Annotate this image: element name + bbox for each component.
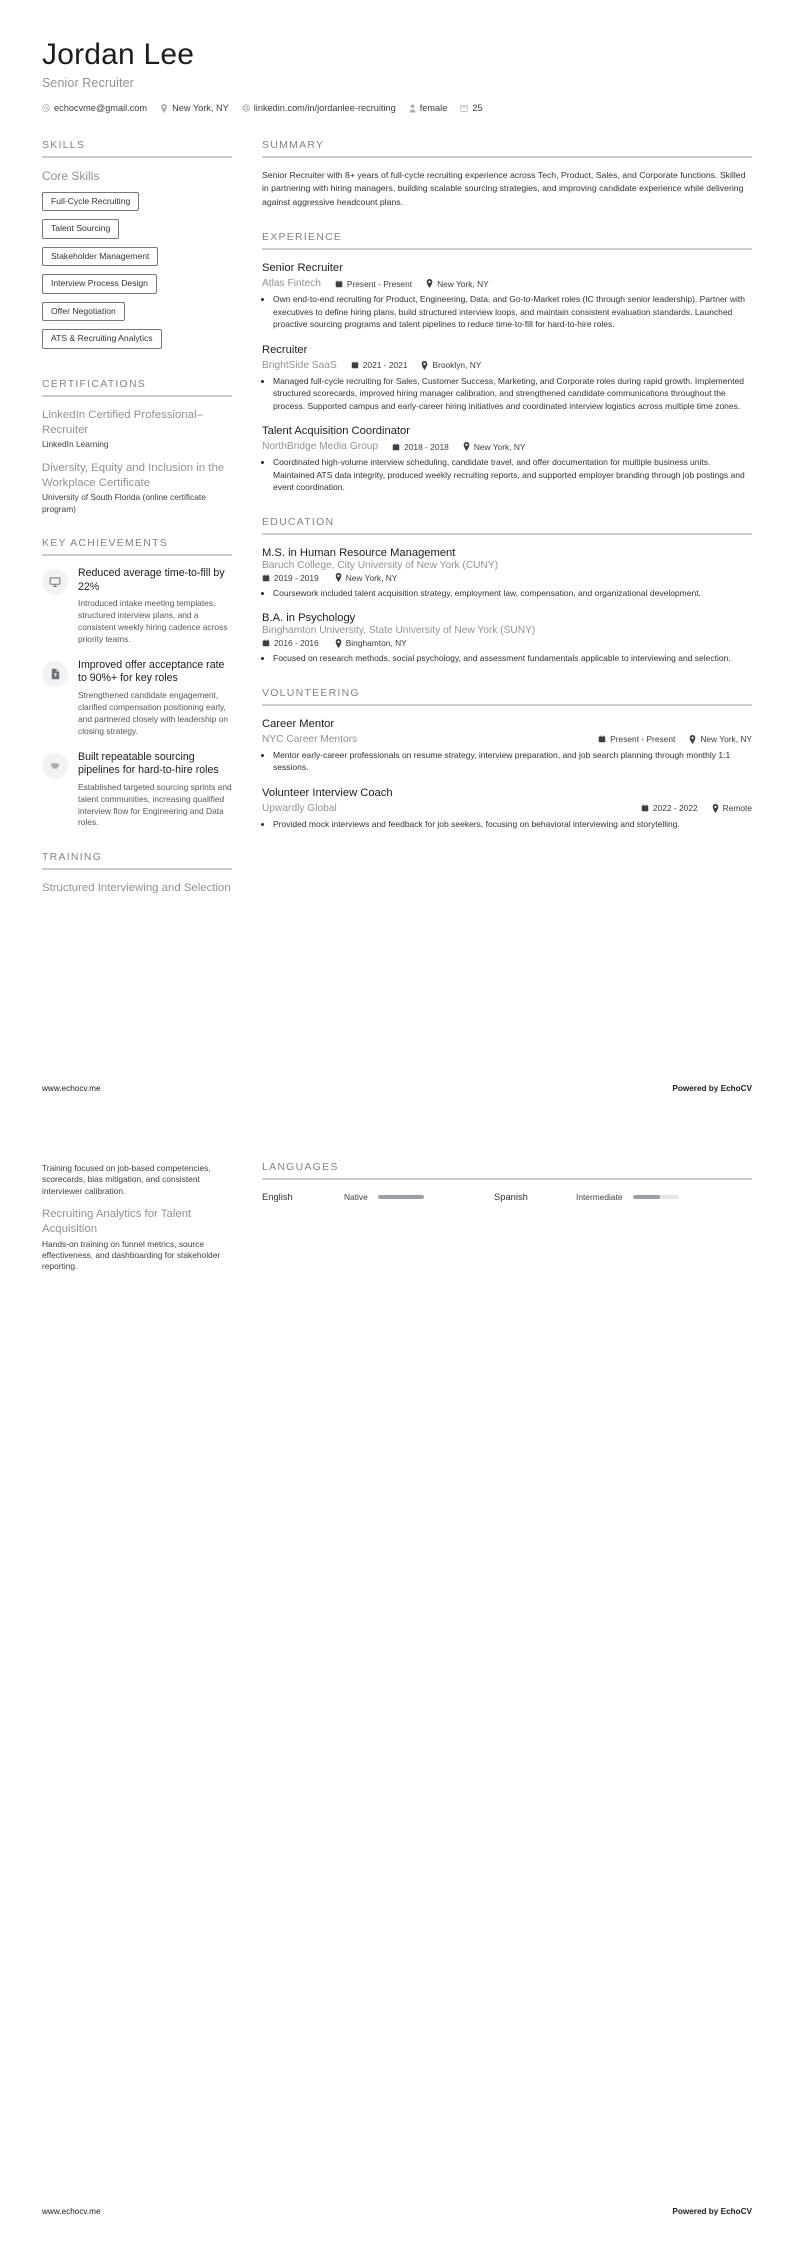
content-columns-page2	[42, 1161, 752, 1295]
volunteering-dates	[598, 734, 675, 744]
volunteering-location-text: Remote	[722, 803, 752, 814]
language-name: English	[262, 1191, 293, 1202]
education-dates	[262, 573, 319, 583]
achievement-description: Introduced intake meeting templates, structured interview plans, and a consistent weekly hiring cadence across priority teams.	[78, 598, 228, 644]
person-icon	[409, 104, 416, 113]
achievement-item	[42, 659, 232, 738]
volunteering-organization: NYC Career Mentors	[262, 733, 358, 745]
calendar-icon	[460, 104, 468, 112]
experience-bullets	[262, 375, 752, 412]
education-meta	[262, 638, 752, 648]
section-title-education: EDUCATION	[262, 515, 335, 528]
section-divider	[42, 395, 232, 397]
section-title-skills: SKILLS	[42, 139, 86, 151]
education-location	[335, 573, 398, 583]
experience-location-text: New York, NY	[437, 278, 489, 289]
volunteering-meta	[262, 803, 752, 814]
education-location	[335, 638, 407, 648]
experience-meta	[262, 278, 752, 289]
document-icon	[42, 661, 68, 687]
section-divider	[42, 156, 232, 158]
list-lines-icon	[42, 753, 68, 779]
main-column-page2	[262, 1161, 752, 1224]
resume-page-2	[0, 1123, 794, 2246]
section-summary	[262, 139, 752, 209]
achievement-item	[42, 567, 232, 646]
education-location-text: New York, NY	[345, 572, 398, 583]
volunteering-entry	[262, 786, 752, 830]
volunteering-bullets	[262, 818, 752, 830]
contact-location	[160, 103, 229, 113]
footer-powered-by: Powered by EchoCV	[672, 1084, 752, 1093]
training-title: Recruiting Analytics for Talent Acquisition	[42, 1208, 192, 1235]
candidate-name: Jordan Lee	[42, 38, 195, 71]
education-school: Baruch College, City University of New York (CUNY)	[262, 559, 499, 571]
experience-organization: NorthBridge Media Group	[262, 441, 379, 453]
achievement-description: Established targeted sourcing sprints and talent communities, increasing qualified interview flow for Engineering and Data roles.	[78, 781, 232, 828]
candidate-job-title: Senior Recruiter	[42, 76, 134, 90]
contact-gender-text: female	[419, 103, 448, 113]
language-level: Intermediate	[576, 1191, 623, 1202]
location-pin-icon	[160, 104, 168, 113]
experience-dates-text: Present - Present	[346, 278, 413, 289]
section-divider	[262, 1178, 752, 1180]
email-icon	[42, 104, 50, 112]
education-dates-text: 2019 - 2019	[274, 572, 319, 583]
experience-entry	[262, 343, 752, 412]
experience-title: Recruiter	[262, 343, 308, 356]
education-entry	[262, 611, 752, 664]
location-pin-icon	[689, 735, 696, 744]
skill-tag: Stakeholder Management	[42, 247, 158, 266]
section-divider	[262, 248, 752, 250]
certification-item	[42, 408, 232, 451]
section-skills	[42, 139, 232, 356]
location-pin-icon	[463, 442, 470, 451]
footer-website[interactable]: www.echocv.me	[42, 2207, 101, 2216]
contact-gender	[409, 103, 448, 113]
skill-tag: Interview Process Design	[42, 274, 157, 293]
contact-linkedin-text: linkedin.com/in/jordanlee-recruiting	[253, 103, 396, 113]
volunteering-dates-text: 2022 - 2022	[652, 803, 698, 814]
content-columns	[42, 139, 752, 918]
section-divider	[42, 554, 232, 556]
training-item	[42, 1163, 232, 1197]
volunteering-location	[712, 803, 752, 813]
experience-dates	[351, 360, 408, 370]
experience-location-text: Brooklyn, NY	[432, 360, 482, 371]
section-title-training: TRAINING	[42, 851, 103, 864]
section-title-volunteering: VOLUNTEERING	[262, 686, 360, 699]
location-pin-icon	[335, 639, 342, 648]
bullet: • Own end-to-end recruiting for Product, Engineering, Data, and Go-to-Market roles (IC through senior leadership). Partner with executives to define hiring plans, build structured interview loops, and maintain consistent evaluation standards. Launched proactive sourcing programs and talent pipelines to reduce time-to-fill for hard-to-hire roles.	[273, 293, 752, 330]
section-training	[42, 851, 232, 896]
location-pin-icon	[426, 279, 433, 288]
certification-issuer: LinkedIn Learning	[42, 439, 109, 450]
language-item	[494, 1191, 679, 1202]
training-description: Hands-on training on funnel metrics, source effectiveness, and dashboarding for stakeholder reporting.	[42, 1238, 221, 1272]
volunteering-organization: Upwardly Global	[262, 802, 337, 814]
bullet: • Managed full-cycle recruiting for Sales, Customer Success, Marketing, and Corporate roles during rapid growth. Implemented structured scorecards, improved hiring manager calibration, and strengthened candidate communications throughout the process. Supported campus and early-career hiring initiatives and coordinated interview logistics across multiple time zones.	[273, 375, 752, 412]
section-certifications	[42, 378, 232, 515]
section-volunteering	[262, 687, 752, 830]
experience-location-text: New York, NY	[473, 441, 526, 452]
training-title: Structured Interviewing and Selection	[42, 882, 231, 895]
section-title-certifications: CERTIFICATIONS	[42, 377, 147, 390]
achievement-description: Strengthened candidate engagement, clarified compensation positioning early, and partnered closely with leadership on closing strategy.	[78, 689, 228, 736]
experience-meta	[262, 441, 752, 452]
education-dates-text: 2016 - 2016	[274, 638, 319, 649]
volunteering-dates	[641, 803, 698, 813]
contact-age-text: 25	[472, 103, 483, 113]
experience-dates	[335, 279, 412, 289]
volunteering-bullets	[262, 749, 752, 774]
section-title-key-achievements: KEY ACHIEVEMENTS	[42, 537, 169, 550]
contact-email	[42, 103, 147, 113]
experience-organization: BrightSide SaaS	[262, 359, 337, 371]
contact-row	[42, 103, 752, 113]
education-entry	[262, 546, 752, 599]
main-column	[262, 139, 752, 852]
certification-title: LinkedIn Certified Professional–Recruiter	[42, 408, 203, 436]
section-languages	[262, 1161, 752, 1202]
calendar-icon	[335, 280, 343, 288]
calendar-icon	[392, 443, 400, 451]
contact-linkedin[interactable]	[242, 103, 396, 113]
training-item	[42, 881, 232, 896]
monitor-icon	[42, 569, 68, 595]
section-title-experience: EXPERIENCE	[262, 231, 343, 244]
footer-powered-by: Powered by EchoCV	[672, 2207, 752, 2216]
section-divider	[262, 704, 752, 706]
experience-bullets	[262, 456, 752, 493]
education-school: Binghamton University, State University of New York (SUNY)	[262, 625, 536, 637]
skill-tag: Full-Cycle Recruiting	[42, 192, 139, 211]
section-divider	[262, 156, 752, 158]
experience-title: Senior Recruiter	[262, 262, 343, 275]
education-degree: B.A. in Psychology	[262, 612, 356, 625]
calendar-icon	[262, 574, 270, 582]
section-experience	[262, 231, 752, 493]
experience-dates	[392, 442, 449, 452]
volunteering-meta	[262, 734, 752, 745]
education-bullets	[262, 587, 752, 599]
bullet: • Focused on research methods, social psychology, and assessment fundamentals applicable to interviewing and selection.	[273, 652, 752, 664]
skill-group-title: Core Skills	[42, 169, 100, 183]
calendar-icon	[351, 361, 359, 369]
education-meta	[262, 573, 752, 583]
certification-item	[42, 461, 232, 515]
section-divider	[42, 868, 232, 870]
education-degree: M.S. in Human Resource Management	[262, 546, 456, 559]
page-footer	[42, 1084, 752, 1093]
skill-tag-list	[42, 191, 232, 356]
volunteering-title: Volunteer Interview Coach	[262, 786, 393, 799]
contact-location-text: New York, NY	[172, 103, 229, 113]
section-title-summary: SUMMARY	[262, 139, 325, 151]
skill-tag: Offer Negotiation	[42, 302, 125, 321]
volunteering-title: Career Mentor	[262, 717, 335, 730]
volunteering-location	[689, 734, 752, 744]
education-dates	[262, 638, 319, 648]
calendar-icon	[641, 804, 649, 812]
section-training-continued	[42, 1163, 232, 1273]
bullet: • Provided mock interviews and feedback for job seekers, focusing on behavioral interviewing and storytelling.	[273, 818, 752, 830]
experience-entry	[262, 424, 752, 493]
achievement-title: Built repeatable sourcing pipelines for hard-to-hire roles	[78, 750, 219, 777]
certification-title: Diversity, Equity and Inclusion in the Workplace Certificate	[42, 461, 225, 489]
bullet: • Mentor early-career professionals on resume strategy, interview preparation, and job search planning through monthly 1:1 sessions.	[273, 749, 752, 774]
volunteering-entry	[262, 717, 752, 774]
sidebar-column	[42, 139, 232, 918]
sidebar-column-page2	[42, 1161, 232, 1295]
language-level-bar	[378, 1195, 424, 1199]
education-location-text: Binghamton, NY	[345, 638, 407, 649]
achievement-title: Improved offer acceptance rate to 90%+ for key roles	[78, 658, 225, 685]
training-item	[42, 1207, 232, 1273]
education-bullets	[262, 652, 752, 664]
bullet: • Coursework included talent acquisition strategy, employment law, compensation, and organizational development.	[273, 587, 752, 599]
achievement-item	[42, 751, 232, 830]
experience-location	[426, 279, 489, 289]
language-row	[262, 1191, 752, 1202]
contact-age	[460, 103, 482, 113]
language-item	[262, 1191, 494, 1202]
location-pin-icon	[335, 573, 342, 582]
achievement-title: Reduced average time-to-fill by 22%	[78, 567, 225, 593]
language-name: Spanish	[494, 1191, 528, 1202]
bullet: • Coordinated high-volume interview scheduling, candidate travel, and offer documentation for multiple business units. Maintained ATS data integrity, produced weekly recruiting reports, and supported employer branding through job postings and event coordination.	[273, 456, 752, 493]
language-level-bar	[633, 1195, 679, 1199]
summary-text: Senior Recruiter with 8+ years of full-cycle recruiting experience across Tech, Product, Sales, and Corporate functions. Skilled in partnering with hiring managers, building scalable sourcing strategies, and improving candidate experience while delivering against aggressive headcount plans.	[262, 170, 746, 207]
certification-issuer: University of South Florida (online certificate program)	[42, 492, 206, 514]
page-footer	[42, 2207, 752, 2216]
experience-meta	[262, 360, 752, 371]
section-key-achievements	[42, 537, 232, 829]
experience-dates-text: 2018 - 2018	[404, 441, 449, 452]
skill-tag: Talent Sourcing	[42, 219, 119, 238]
experience-location	[463, 442, 526, 452]
volunteering-location-text: New York, NY	[700, 734, 752, 745]
header	[42, 38, 752, 113]
experience-location	[421, 360, 481, 370]
globe-icon	[242, 104, 250, 112]
skill-tag: ATS & Recruiting Analytics	[42, 329, 162, 348]
language-level: Native	[344, 1191, 368, 1202]
footer-website[interactable]: www.echocv.me	[42, 1084, 101, 1093]
experience-bullets	[262, 293, 752, 330]
calendar-icon	[262, 639, 270, 647]
calendar-icon	[598, 735, 606, 743]
volunteering-dates-text: Present - Present	[610, 734, 676, 745]
section-divider	[262, 533, 752, 535]
training-description: Training focused on job-based competencies, scorecards, bias mitigation, and consistent interviewer calibration.	[42, 1163, 211, 1196]
contact-email-text: echocvme@gmail.com	[54, 103, 148, 113]
experience-entry	[262, 261, 752, 330]
experience-organization: Atlas Fintech	[262, 278, 321, 290]
experience-dates-text: 2021 - 2021	[362, 360, 408, 371]
location-pin-icon	[421, 361, 428, 370]
experience-title: Talent Acquisition Coordinator	[262, 425, 411, 438]
section-education	[262, 516, 752, 665]
section-title-languages: LANGUAGES	[262, 1161, 339, 1173]
location-pin-icon	[712, 804, 719, 813]
